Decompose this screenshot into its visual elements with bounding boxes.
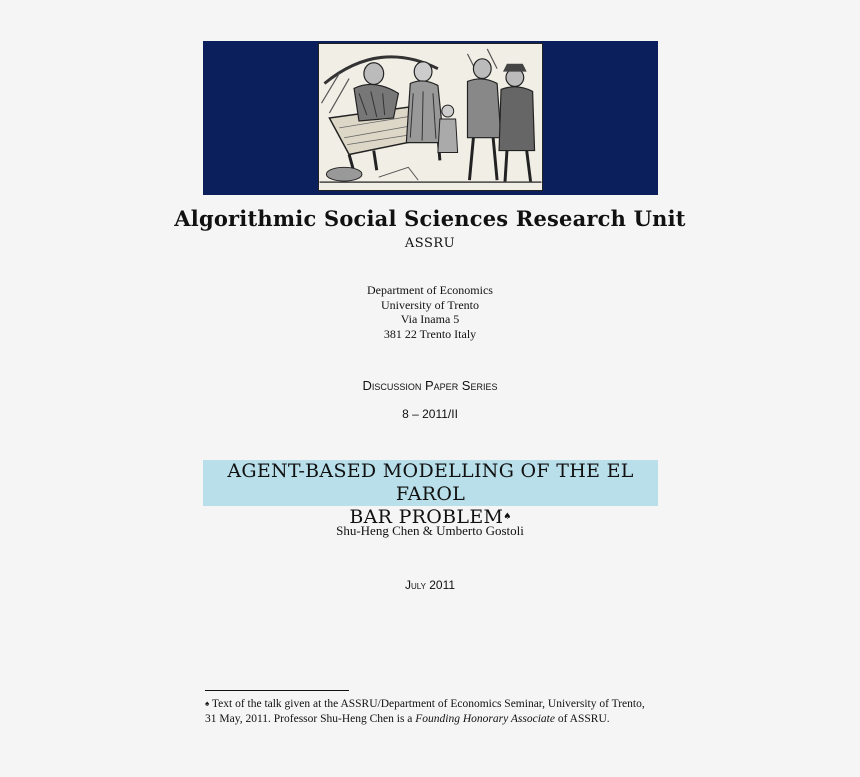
woodcut-illustration bbox=[318, 43, 543, 191]
address-line: Department of Economics bbox=[367, 283, 493, 297]
address-line: Via Inama 5 bbox=[400, 312, 460, 326]
authors: Shu-Heng Chen & Umberto Gostoli bbox=[336, 523, 524, 538]
footnote-text: Text of the talk given at the ASSRU/Department of Economics Seminar, University of Trento, 31 May, 2011. Professor Shu-Heng Chen is a bbox=[205, 698, 645, 725]
footnote-marker: ♠ bbox=[503, 512, 512, 522]
footnote-divider bbox=[205, 690, 349, 691]
address-block bbox=[0, 283, 860, 341]
publication-date: July 2011 bbox=[404, 578, 456, 592]
footnote-italic: Founding Honorary Associate bbox=[415, 712, 555, 725]
header-banner bbox=[203, 41, 658, 195]
unit-title: Algorithmic Social Sciences Research Unit bbox=[174, 206, 686, 231]
unit-abbreviation: ASSRU bbox=[404, 236, 456, 251]
footnote-text-end: of ASSRU. bbox=[554, 712, 610, 725]
footnote bbox=[205, 697, 645, 726]
paper-title-line: AGENT-BASED MODELLING OF THE EL FAROL bbox=[227, 460, 634, 505]
series-label: Discussion Paper Series bbox=[362, 378, 498, 393]
footnote-mark: ♠ bbox=[205, 699, 210, 708]
series-number: 8 – 2011/II bbox=[402, 407, 458, 421]
paper-title-line-2: BAR PROBLEM bbox=[349, 506, 504, 528]
address-line: 381 22 Trento Italy bbox=[383, 326, 477, 341]
paper-title bbox=[203, 460, 658, 528]
address-line: University of Trento bbox=[380, 297, 479, 312]
